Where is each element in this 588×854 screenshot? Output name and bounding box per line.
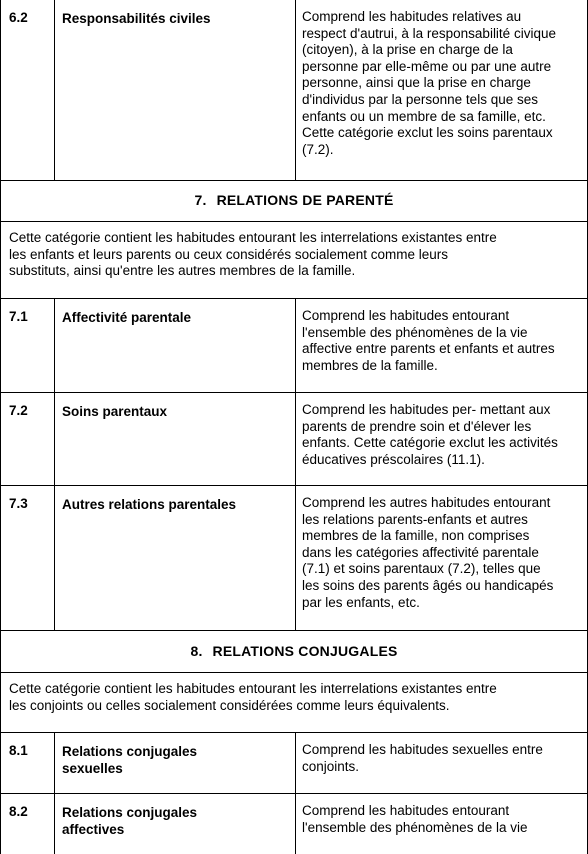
desc-line: conjoints. (302, 758, 360, 774)
row-title: Autres relations parentales (55, 486, 296, 630)
section-heading (0, 180, 588, 222)
desc-line: enfants ou un membre de sa famille, etc. (302, 108, 546, 124)
title-line: sexuelles (62, 761, 123, 776)
desc-line: parents de prendre soin et d'élever les (302, 418, 532, 434)
row-title: Responsabilités civiles (55, 0, 296, 180)
desc-line: l'ensemble des phénomènes de la vie (302, 324, 528, 340)
title-line: affectives (62, 822, 125, 837)
desc-line: Comprend les habitudes entourant (302, 803, 510, 818)
section-number: 7. (194, 192, 207, 208)
desc-line: enfants. Cette catégorie exclut les activités (302, 435, 558, 451)
section-title: RELATIONS CONJUGALES (212, 643, 398, 659)
row-title: Soins parentaux (55, 393, 296, 485)
intro-line: substituts, ainsi qu'entre les autres membres de la famille. (9, 263, 356, 279)
intro-line: les conjoints ou celles socialement considérées comme leurs équivalents. (9, 697, 450, 713)
desc-line: par les enfants, etc. (302, 594, 420, 610)
row-description (296, 794, 587, 854)
row-code: 6.2 (1, 0, 55, 180)
section-intro (0, 222, 588, 299)
desc-line: (7.2). (302, 141, 334, 157)
desc-line: dans les catégories affectivité parentale (302, 544, 539, 560)
table-row (0, 486, 588, 631)
row-code: 8.1 (1, 733, 55, 793)
desc-line: les relations parents-enfants et autres (302, 511, 528, 527)
desc-line: membres de la famille, non comprises (302, 528, 530, 544)
row-title: Affectivité parentale (55, 299, 296, 392)
desc-line: respect d'autrui, à la responsabilité civique (302, 25, 556, 41)
table-row (0, 393, 588, 486)
desc-line: l'ensemble des phénomènes de la vie (302, 819, 528, 835)
table-row (0, 794, 588, 854)
desc-line: Comprend les autres habitudes entourant (302, 495, 551, 510)
row-code: 7.2 (1, 393, 55, 485)
desc-line: affective entre parents et enfants et autres (302, 341, 555, 357)
section-number: 8. (190, 643, 203, 659)
desc-line: Comprend les habitudes relatives au (302, 9, 522, 24)
table-row (0, 0, 588, 181)
desc-line: membres de la famille. (302, 357, 438, 373)
row-title (55, 794, 296, 854)
desc-line: Cette catégorie exclut les soins parentaux (302, 125, 553, 141)
row-description (296, 0, 587, 180)
desc-line: Comprend les habitudes entourant (302, 308, 510, 323)
desc-line: personne, ainsi que la prise en charge (302, 75, 531, 91)
desc-line: (citoyen), à la prise en charge de la (302, 42, 513, 58)
section-heading (0, 631, 588, 673)
row-code: 7.1 (1, 299, 55, 392)
desc-line: Comprend les habitudes sexuelles entre (302, 742, 543, 757)
desc-line: les soins des parents âgés ou handicapés (302, 577, 554, 593)
row-code: 7.3 (1, 486, 55, 630)
desc-line: personne par elle-même ou par une autre (302, 58, 552, 74)
desc-line: éducatives préscolaires (11.1). (302, 451, 485, 467)
desc-line: d'individus par la personne tels que ses (302, 91, 538, 107)
section-intro (0, 673, 588, 733)
row-code: 8.2 (1, 794, 55, 854)
title-line: Relations conjugales (62, 805, 198, 820)
intro-line: les enfants et leurs parents ou ceux considérés socialement comme leurs (9, 246, 448, 262)
row-description (296, 486, 587, 630)
row-title (55, 733, 296, 793)
desc-line: (7.1) et soins parentaux (7.2), telles que (302, 561, 541, 577)
table-row (0, 299, 588, 393)
table-row (0, 733, 588, 794)
title-line: Relations conjugales (62, 744, 198, 759)
section-title: RELATIONS DE PARENTÉ (216, 192, 394, 208)
intro-line: Cette catégorie contient les habitudes entourant les interrelations existantes entre (9, 681, 497, 696)
intro-line: Cette catégorie contient les habitudes entourant les interrelations existantes entre (9, 230, 497, 245)
desc-line: Comprend les habitudes per- mettant aux (302, 402, 551, 417)
row-description (296, 733, 587, 793)
row-description (296, 393, 587, 485)
row-description (296, 299, 587, 392)
